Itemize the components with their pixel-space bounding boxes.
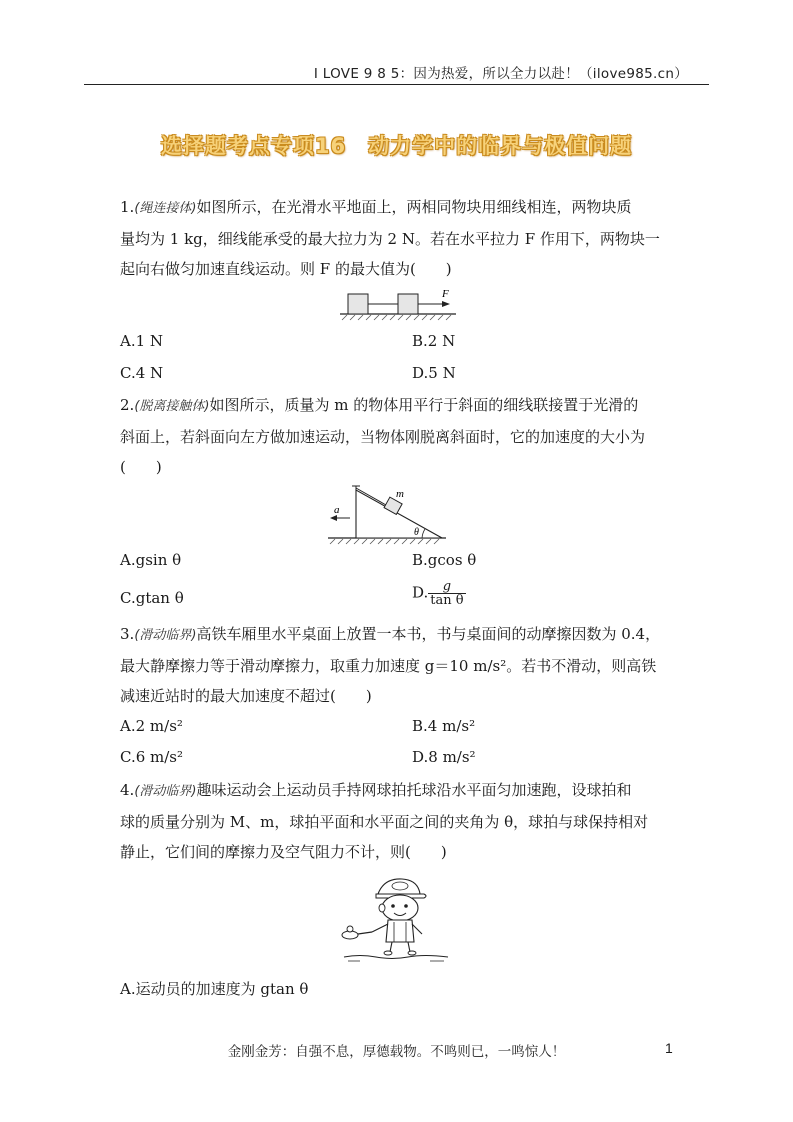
header-text: I LOVE 9 8 5：因为热爱，所以全力以赴！（ilove985.cn） <box>313 66 688 82</box>
question-3-line-1: 3.(滑动临界)高铁车厢里水平桌面上放置一本书，书与桌面间的动摩擦因数为 0.4， <box>120 625 661 643</box>
question-4-line-2: 球的质量分别为 M、m，球拍平面和水平面之间的夹角为 θ，球拍与球保持相对 <box>120 813 649 831</box>
figure-incline <box>326 480 448 548</box>
q2-option-d: D. $\frac{g}{\text{tan θ}}$ <box>412 579 464 608</box>
question-2-line-1: 2.(脱离接触体)如图所示，质量为 m 的物体用平行于斜面的细线联接置于光滑的 <box>120 396 639 414</box>
q3-option-a: A.2 m/s² <box>120 717 183 735</box>
mass-label: m <box>396 488 404 500</box>
question-1 <box>120 192 680 284</box>
question-3-tag: (滑动临界) <box>134 628 197 643</box>
question-2 <box>120 390 680 482</box>
q2-option-c: C.gtan θ <box>120 589 184 607</box>
block-left <box>348 294 368 314</box>
question-4-line-3: 静止，它们间的摩擦力及空气阻力不计，则( ) <box>120 843 447 861</box>
q4-option-a: A.运动员的加速度为 gtan θ <box>120 980 309 998</box>
force-label: F <box>442 288 449 300</box>
footer-motto: 金刚金芳：自强不息，厚德载物。不鸣则已，一鸣惊人！ <box>227 1044 566 1060</box>
question-2-tag: (脱离接触体) <box>134 399 210 414</box>
q1-option-d: D.5 N <box>412 364 456 382</box>
angle-label: θ <box>414 527 419 538</box>
q2-option-a: A.gsin θ <box>120 551 182 569</box>
question-1-line-2: 量均为 1 kg，细线能承受的最大拉力为 2 N。若在水平拉力 F 作用下，两物块一 <box>120 230 660 248</box>
page-number: 1 <box>665 1040 673 1056</box>
question-1-line-3: 起向右做匀加速直线运动。则 F 的最大值为( ) <box>120 260 452 278</box>
q3-option-b: B.4 m/s² <box>412 717 476 735</box>
question-3-line-2: 最大静摩擦力等于滑动摩擦力，取重力加速度 g＝10 m/s²。若书不滑动，则高铁 <box>120 657 657 675</box>
question-2-line-2: 斜面上，若斜面向左方做加速运动，当物体刚脱离斜面时，它的加速度的大小为 <box>120 428 646 446</box>
q2-option-b: B.gcos θ <box>412 551 477 569</box>
figure-two-blocks <box>338 284 458 324</box>
acceleration-label: a <box>334 504 340 516</box>
q3-option-c: C.6 m/s² <box>120 748 184 766</box>
q1-option-b: B.2 N <box>412 332 456 350</box>
q1-option-c: C.4 N <box>120 364 164 382</box>
page-title: 选择题考点专项16 动力学中的临界与极值问题 <box>160 134 633 158</box>
figure-runner-with-racket <box>340 872 452 964</box>
question-2-line-3: ( ) <box>120 458 162 476</box>
question-3-line-3: 减速近站时的最大加速度不超过( ) <box>120 687 372 705</box>
block-right <box>398 294 418 314</box>
fraction: $\frac{g}{\text{tan θ}}$ <box>430 579 464 608</box>
header-divider <box>84 84 709 85</box>
question-3 <box>120 619 680 711</box>
q3-option-d: D.8 m/s² <box>412 748 476 766</box>
question-4-line-1: 4.(滑动临界)趣味运动会上运动员手持网球拍托球沿水平面匀加速跑，设球拍和 <box>120 781 632 799</box>
question-4 <box>120 775 680 867</box>
question-4-tag: (滑动临界) <box>134 784 197 799</box>
question-1-tag: (绳连接体) <box>134 201 197 216</box>
q1-option-a: A.1 N <box>120 332 164 350</box>
question-1-line-1: 1.(绳连接体)如图所示，在光滑水平地面上，两相同物块用细线相连，两物块质 <box>120 198 632 216</box>
